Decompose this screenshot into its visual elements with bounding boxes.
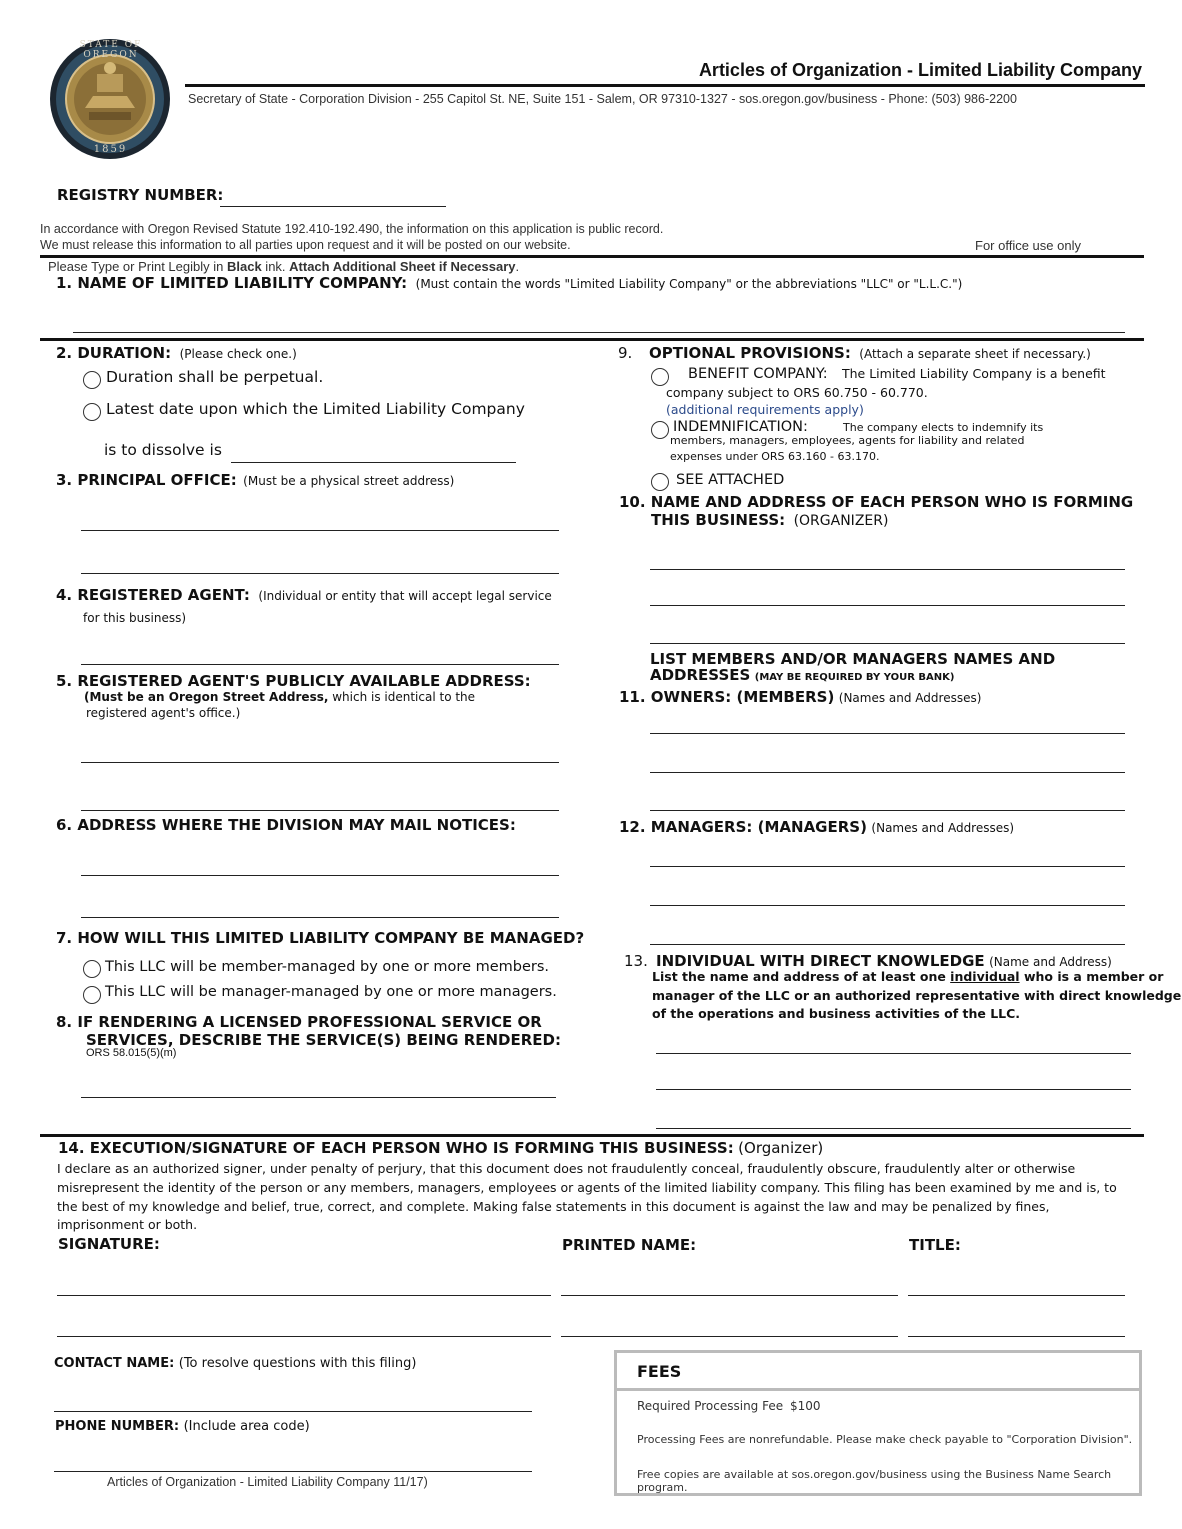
instructions: Please Type or Print Legibly in Black ink. Attach Additional Sheet if Necessary. bbox=[48, 259, 520, 274]
organizer-field-2[interactable] bbox=[650, 605, 1125, 606]
declaration-3: the best of my knowledge and belief, true, correct, and complete. Making false statements in this document is against the law and may be penalized by fines, bbox=[57, 1199, 1050, 1214]
section-1 bbox=[56, 274, 962, 293]
managers-field-1[interactable] bbox=[650, 866, 1125, 867]
section-9-num: 9. bbox=[618, 344, 633, 362]
member-managed-label: This LLC will be member-managed by one or more members. bbox=[105, 959, 550, 975]
phone-number: PHONE NUMBER: (Include area code) bbox=[55, 1419, 310, 1434]
see-attached-label: SEE ATTACHED bbox=[676, 472, 785, 488]
section-4: 4. REGISTERED AGENT: (Individual or entity that will accept legal service bbox=[56, 586, 552, 604]
contact-name-field[interactable] bbox=[54, 1411, 532, 1412]
section-rule-1 bbox=[40, 338, 1144, 341]
declaration-4: imprisonment or both. bbox=[57, 1217, 198, 1232]
section-13-num: 13. bbox=[624, 952, 648, 970]
fees-required: Required Processing Fee bbox=[637, 1399, 784, 1413]
section-11: 11. OWNERS: (MEMBERS) (Names and Addresses) bbox=[619, 688, 982, 706]
principal-office-field-2[interactable] bbox=[81, 573, 559, 574]
title-field-1[interactable] bbox=[908, 1295, 1125, 1296]
professional-service-field[interactable] bbox=[81, 1097, 556, 1098]
title-field-2[interactable] bbox=[908, 1336, 1125, 1337]
printed-name-field-1[interactable] bbox=[561, 1295, 898, 1296]
indemnification-radio[interactable] bbox=[651, 421, 669, 439]
seal-text: STATE OF OREGON bbox=[79, 40, 143, 60]
agent-address-field-1[interactable] bbox=[81, 762, 559, 763]
section-5-note: (Must be an Oregon Street Address, which is identical to the bbox=[84, 690, 476, 704]
company-name-field[interactable] bbox=[73, 332, 1125, 333]
benefit-company-label: BENEFIT COMPANY: bbox=[688, 366, 828, 382]
dissolve-date-field[interactable] bbox=[231, 462, 516, 463]
direct-knowledge-field-3[interactable] bbox=[656, 1128, 1131, 1129]
title-label: TITLE: bbox=[909, 1236, 961, 1254]
signature-field-1[interactable] bbox=[57, 1295, 551, 1296]
mail-notices-field-1[interactable] bbox=[81, 875, 559, 876]
registered-agent-field[interactable] bbox=[81, 664, 559, 665]
public-notice-1: In accordance with Oregon Revised Statute 192.410-192.490, the information on this application is public record. bbox=[40, 222, 664, 236]
section-7-label: 7. HOW WILL THIS LIMITED LIABILITY COMPANY BE MANAGED? bbox=[56, 929, 585, 947]
duration-perpetual-label: Duration shall be perpetual. bbox=[106, 368, 324, 386]
contact-name: CONTACT NAME: (To resolve questions with this filing) bbox=[54, 1356, 417, 1371]
mail-notices-field-2[interactable] bbox=[81, 917, 559, 918]
members-field-3[interactable] bbox=[650, 810, 1125, 811]
top-rule bbox=[40, 255, 1144, 258]
principal-office-field-1[interactable] bbox=[81, 530, 559, 531]
office-use-label: For office use only bbox=[975, 238, 1081, 253]
indemnification-label: INDEMNIFICATION: bbox=[673, 419, 808, 435]
section-3: 3. PRINCIPAL OFFICE: (Must be a physical street address) bbox=[56, 471, 455, 489]
section-13: INDIVIDUAL WITH DIRECT KNOWLEDGE (Name and Address) bbox=[656, 952, 1112, 970]
printed-name-label: PRINTED NAME: bbox=[562, 1236, 697, 1254]
member-managed-radio[interactable] bbox=[83, 960, 101, 978]
section-8-note: ORS 58.015(5)(m) bbox=[86, 1047, 177, 1059]
managers-field-3[interactable] bbox=[650, 944, 1125, 945]
printed-name-field-2[interactable] bbox=[561, 1336, 898, 1337]
registry-number-field[interactable] bbox=[220, 206, 446, 207]
section-8-label: 8. IF RENDERING A LICENSED PROFESSIONAL SERVICE OR bbox=[56, 1013, 542, 1031]
signature-label: SIGNATURE: bbox=[58, 1235, 160, 1253]
fees-amount: $100 bbox=[790, 1399, 821, 1413]
declaration-1: I declare as an authorized signer, under penalty of perjury, that this document does not fraudulently conceal, fraudulently obscure, fraudulently alter or otherwise bbox=[57, 1161, 1076, 1176]
declaration-2: misrepresent the identity of the person or any members, managers, employees or agents of the limited liability company. This filing has been examined by me and is, to bbox=[57, 1180, 1117, 1195]
oregon-seal bbox=[47, 38, 174, 160]
section-9: OPTIONAL PROVISIONS: (Attach a separate sheet if necessary.) bbox=[649, 344, 1091, 362]
benefit-company-radio[interactable] bbox=[651, 368, 669, 386]
managers-field-2[interactable] bbox=[650, 905, 1125, 906]
agent-address-field-2[interactable] bbox=[81, 810, 559, 811]
list-members-heading: LIST MEMBERS AND/OR MANAGERS NAMES AND bbox=[650, 650, 1056, 668]
section-12: 12. MANAGERS: (MANAGERS) (Names and Addresses) bbox=[619, 818, 1015, 836]
members-field-2[interactable] bbox=[650, 772, 1125, 773]
fees-title: FEES bbox=[637, 1362, 682, 1381]
manager-managed-label: This LLC will be manager-managed by one or more managers. bbox=[105, 984, 557, 1000]
section-6-label: 6. ADDRESS WHERE THE DIVISION MAY MAIL NOTICES: bbox=[56, 816, 516, 834]
agency-address: Secretary of State - Corporation Division - 255 Capitol St. NE, Suite 151 - Salem, OR 97310-1327 - sos.oregon.gov/business - Phone: (503) 986-2200 bbox=[188, 92, 1017, 106]
form-title: Articles of Organization - Limited Liability Company bbox=[698, 60, 1142, 80]
seal-year: 1859 bbox=[93, 144, 128, 155]
section-14: 14. EXECUTION/SIGNATURE OF EACH PERSON WHO IS FORMING THIS BUSINESS: (Organizer) bbox=[58, 1139, 824, 1157]
section-1-note: (Must contain the words "Limited Liability Company" or the abbreviations "LLC" or "L.L.C.") bbox=[415, 277, 963, 291]
direct-knowledge-field-2[interactable] bbox=[656, 1089, 1131, 1090]
organizer-field-1[interactable] bbox=[650, 569, 1125, 570]
additional-requirements-link[interactable]: (additional requirements apply) bbox=[666, 402, 864, 417]
phone-number-field[interactable] bbox=[54, 1471, 532, 1472]
footer-form-id: Articles of Organization - Limited Liability Company 11/17) bbox=[107, 1475, 428, 1489]
duration-date-label: Latest date upon which the Limited Liability Company bbox=[106, 400, 525, 418]
duration-perpetual-radio[interactable] bbox=[83, 371, 101, 389]
duration-date-radio[interactable] bbox=[83, 403, 101, 421]
section-5-label: 5. REGISTERED AGENT'S PUBLICLY AVAILABLE ADDRESS: bbox=[56, 672, 531, 690]
manager-managed-radio[interactable] bbox=[83, 986, 101, 1004]
section-1-label: 1. NAME OF LIMITED LIABILITY COMPANY: bbox=[56, 274, 408, 292]
members-field-1[interactable] bbox=[650, 733, 1125, 734]
header-rule bbox=[185, 84, 1145, 87]
section-rule-14 bbox=[40, 1134, 1144, 1137]
direct-knowledge-field-1[interactable] bbox=[656, 1053, 1131, 1054]
dissolve-label: is to dissolve is bbox=[104, 441, 222, 459]
see-attached-radio[interactable] bbox=[651, 473, 669, 491]
registry-label: REGISTRY NUMBER: bbox=[57, 186, 224, 204]
public-notice-2: We must release this information to all parties upon request and it will be posted on our website. bbox=[40, 238, 571, 252]
section-10-label: 10. NAME AND ADDRESS OF EACH PERSON WHO IS FORMING bbox=[619, 493, 1134, 511]
fees-nonrefundable: Processing Fees are nonrefundable. Please make check payable to "Corporation Division". bbox=[637, 1433, 1133, 1446]
fees-free-copies: Free copies are available at sos.oregon.gov/business using the Business Name Search program. bbox=[637, 1468, 1112, 1494]
signature-field-2[interactable] bbox=[57, 1336, 551, 1337]
fees-box bbox=[614, 1350, 1142, 1496]
section-2: 2. DURATION: (Please check one.) bbox=[56, 344, 297, 362]
organizer-field-3[interactable] bbox=[650, 643, 1125, 644]
